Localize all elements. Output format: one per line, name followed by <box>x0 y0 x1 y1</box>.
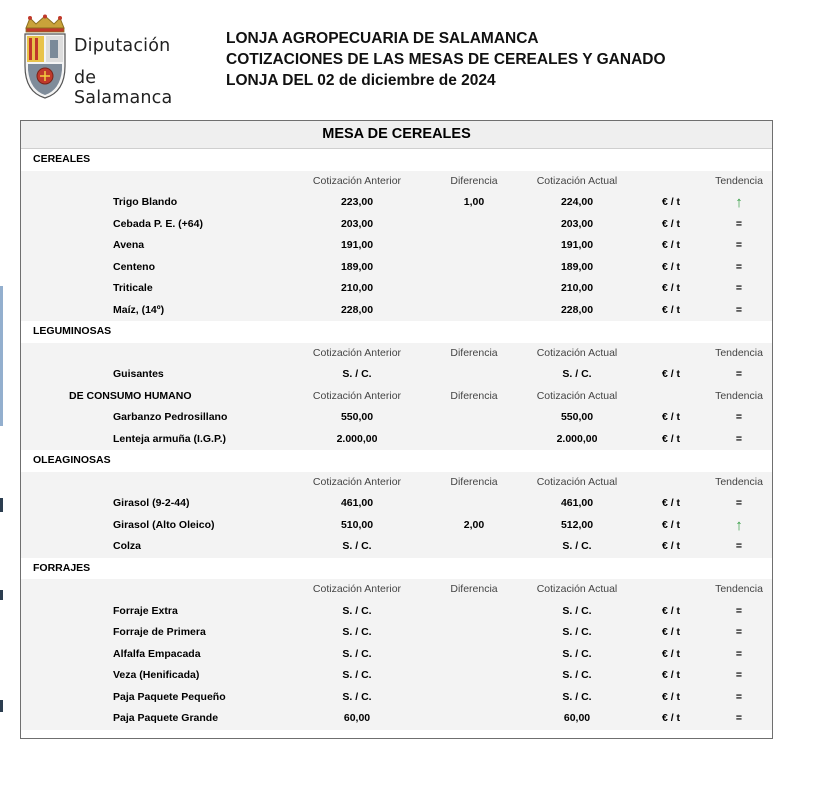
col-header-anterior: Cotización Anterior <box>312 174 402 187</box>
table-row <box>21 687 772 709</box>
logo-text-line1: Diputación <box>74 36 171 56</box>
price-actual: 228,00 <box>560 303 594 316</box>
col-header-diferencia: Diferencia <box>450 346 498 359</box>
table-row <box>21 300 772 322</box>
trend-equal-icon: = <box>735 626 743 638</box>
price-unit: € / t <box>661 411 681 423</box>
product-name: Paja Paquete Grande <box>113 712 219 724</box>
table-row <box>21 364 772 386</box>
column-header-row <box>21 343 772 365</box>
column-header-row <box>21 386 772 408</box>
edge-mark <box>0 590 3 600</box>
product-name: Forraje Extra <box>113 604 178 617</box>
price-unit: € / t <box>661 712 681 724</box>
trend-equal-icon: = <box>735 690 743 703</box>
section-label: CEREALES <box>33 153 91 165</box>
product-name: Alfalfa Empacada <box>113 647 201 660</box>
price-actual: 189,00 <box>560 260 594 273</box>
column-header-row <box>21 171 772 193</box>
trend-equal-icon: = <box>735 411 743 423</box>
section-row <box>21 450 772 472</box>
trend-equal-icon: = <box>735 239 743 251</box>
trend-equal-icon: = <box>735 282 743 294</box>
col-header-anterior: Cotización Anterior <box>312 583 402 595</box>
col-header-actual: Cotización Actual <box>536 389 618 402</box>
product-name: Girasol (9-2-44) <box>113 497 190 509</box>
price-table <box>21 149 772 730</box>
price-anterior: S. / C. <box>342 368 372 380</box>
trend-equal-icon: = <box>735 260 743 273</box>
table-row <box>21 515 772 537</box>
price-unit: € / t <box>661 690 681 703</box>
diputacion-logo <box>20 14 200 108</box>
col-header-actual: Cotización Actual <box>536 475 618 488</box>
price-unit: € / t <box>661 432 681 445</box>
price-unit: € / t <box>661 647 681 660</box>
table-row <box>21 665 772 687</box>
price-diferencia: 1,00 <box>463 196 485 208</box>
col-header-diferencia: Diferencia <box>450 389 498 402</box>
product-name: Veza (Henificada) <box>113 669 200 681</box>
price-actual: S. / C. <box>562 690 592 703</box>
price-anterior: S. / C. <box>342 540 372 552</box>
price-anterior: 210,00 <box>340 282 374 294</box>
edge-mark <box>0 286 3 426</box>
panel-title: MESA DE CEREALES <box>21 121 772 149</box>
col-header-anterior: Cotización Anterior <box>312 389 402 402</box>
trend-equal-icon: = <box>735 647 743 660</box>
price-unit: € / t <box>661 282 681 294</box>
price-anterior: 60,00 <box>343 712 371 724</box>
price-anterior: 203,00 <box>340 217 374 230</box>
col-header-anterior: Cotización Anterior <box>312 475 402 488</box>
col-header-actual: Cotización Actual <box>536 583 618 595</box>
table-row <box>21 278 772 300</box>
product-name: Triticale <box>113 282 153 294</box>
price-unit: € / t <box>661 497 681 509</box>
section-row <box>21 321 772 343</box>
price-actual: 203,00 <box>560 217 594 230</box>
column-header-row <box>21 579 772 601</box>
price-actual: 191,00 <box>560 239 594 251</box>
price-actual: S. / C. <box>562 669 592 681</box>
price-actual: S. / C. <box>562 647 592 660</box>
product-name: Trigo Blando <box>113 196 178 208</box>
table-row <box>21 214 772 236</box>
product-name: Lenteja armuña (I.G.P.) <box>113 432 227 445</box>
table-row <box>21 708 772 730</box>
document-titles <box>226 28 666 91</box>
price-unit: € / t <box>661 239 681 251</box>
price-actual: S. / C. <box>562 540 592 552</box>
left-edge-marks <box>0 270 6 730</box>
price-unit: € / t <box>661 626 681 638</box>
col-header-actual: Cotización Actual <box>536 174 618 187</box>
price-actual: 60,00 <box>563 712 591 724</box>
product-name: Guisantes <box>113 368 164 380</box>
price-unit: € / t <box>661 518 681 531</box>
price-actual: S. / C. <box>562 626 592 638</box>
price-actual: 461,00 <box>560 497 594 509</box>
table-row <box>21 644 772 666</box>
price-diferencia: 2,00 <box>463 518 485 531</box>
price-unit: € / t <box>661 368 681 380</box>
subsection-label: DE CONSUMO HUMANO <box>69 389 192 402</box>
product-name: Maíz, (14º) <box>113 303 165 316</box>
trend-up-arrow-icon: ↑ <box>735 194 743 211</box>
title-line-1: LONJA AGROPECUARIA DE SALAMANCA <box>226 30 539 47</box>
section-row <box>21 558 772 580</box>
col-header-diferencia: Diferencia <box>450 583 498 595</box>
price-actual: 210,00 <box>560 282 594 294</box>
price-unit: € / t <box>661 260 681 273</box>
price-actual: S. / C. <box>562 604 592 617</box>
price-unit: € / t <box>661 540 681 552</box>
price-anterior: 510,00 <box>340 518 374 531</box>
trend-equal-icon: = <box>735 217 743 230</box>
price-anterior: 228,00 <box>340 303 374 316</box>
price-anterior: 191,00 <box>340 239 374 251</box>
table-row <box>21 407 772 429</box>
edge-mark <box>0 700 3 712</box>
price-anterior: 223,00 <box>340 196 374 208</box>
col-header-diferencia: Diferencia <box>450 174 498 187</box>
col-header-anterior: Cotización Anterior <box>312 346 402 359</box>
col-header-tendencia: Tendencia <box>715 174 763 187</box>
product-name: Centeno <box>113 260 155 273</box>
trend-equal-icon: = <box>735 497 743 509</box>
price-unit: € / t <box>661 604 681 617</box>
product-name: Avena <box>113 239 145 251</box>
price-unit: € / t <box>661 303 681 316</box>
price-anterior: 550,00 <box>340 411 374 423</box>
section-label: FORRAJES <box>33 561 91 574</box>
product-name: Forraje de Primera <box>113 626 206 638</box>
col-header-tendencia: Tendencia <box>715 346 763 359</box>
table-row <box>21 192 772 214</box>
price-anterior: S. / C. <box>342 669 372 681</box>
price-anterior: S. / C. <box>342 690 372 703</box>
trend-equal-icon: = <box>735 604 743 617</box>
price-anterior: 189,00 <box>340 260 374 273</box>
title-line-3: LONJA DEL 02 de diciembre de 2024 <box>226 72 496 89</box>
price-anterior: S. / C. <box>342 626 372 638</box>
table-row <box>21 429 772 451</box>
table-row <box>21 235 772 257</box>
table-row <box>21 257 772 279</box>
price-actual: 550,00 <box>560 411 594 423</box>
page-header <box>0 0 834 110</box>
product-name: Garbanzo Pedrosillano <box>113 411 228 423</box>
price-actual: 224,00 <box>560 196 594 208</box>
trend-equal-icon: = <box>735 669 743 681</box>
coat-of-arms-icon <box>20 14 70 100</box>
table-row <box>21 601 772 623</box>
title-line-2: COTIZACIONES DE LAS MESAS DE CEREALES Y GANADO <box>226 51 666 68</box>
col-header-diferencia: Diferencia <box>450 475 498 488</box>
price-anterior: 2.000,00 <box>336 432 378 445</box>
trend-equal-icon: = <box>735 432 743 445</box>
price-unit: € / t <box>661 669 681 681</box>
product-name: Girasol (Alto Oleico) <box>113 518 215 531</box>
section-label: LEGUMINOSAS <box>33 325 112 337</box>
table-row <box>21 536 772 558</box>
column-header-row <box>21 472 772 494</box>
col-header-actual: Cotización Actual <box>536 346 618 359</box>
product-name: Colza <box>113 540 142 552</box>
trend-equal-icon: = <box>735 712 743 724</box>
trend-equal-icon: = <box>735 540 743 552</box>
table-row <box>21 622 772 644</box>
price-actual: 2.000,00 <box>556 432 598 445</box>
table-row <box>21 493 772 515</box>
trend-up-arrow-icon: ↑ <box>735 516 743 534</box>
price-anterior: 461,00 <box>340 497 374 509</box>
product-name: Paja Paquete Pequeño <box>113 690 226 703</box>
trend-equal-icon: = <box>735 303 743 316</box>
price-actual: S. / C. <box>562 368 592 380</box>
price-anterior: S. / C. <box>342 647 372 660</box>
price-actual: 512,00 <box>560 518 594 531</box>
price-unit: € / t <box>661 196 681 208</box>
edge-mark <box>0 498 3 512</box>
product-name: Cebada P. E. (+64) <box>113 217 203 230</box>
col-header-tendencia: Tendencia <box>715 389 763 402</box>
section-label: OLEAGINOSAS <box>33 454 111 466</box>
section-row <box>21 149 772 171</box>
col-header-tendencia: Tendencia <box>715 583 763 595</box>
price-anterior: S. / C. <box>342 604 372 617</box>
trend-equal-icon: = <box>735 368 743 380</box>
col-header-tendencia: Tendencia <box>715 475 763 488</box>
price-unit: € / t <box>661 217 681 230</box>
logo-text-line2: de Salamanca <box>74 68 173 108</box>
mesa-cereales-panel <box>20 120 773 739</box>
